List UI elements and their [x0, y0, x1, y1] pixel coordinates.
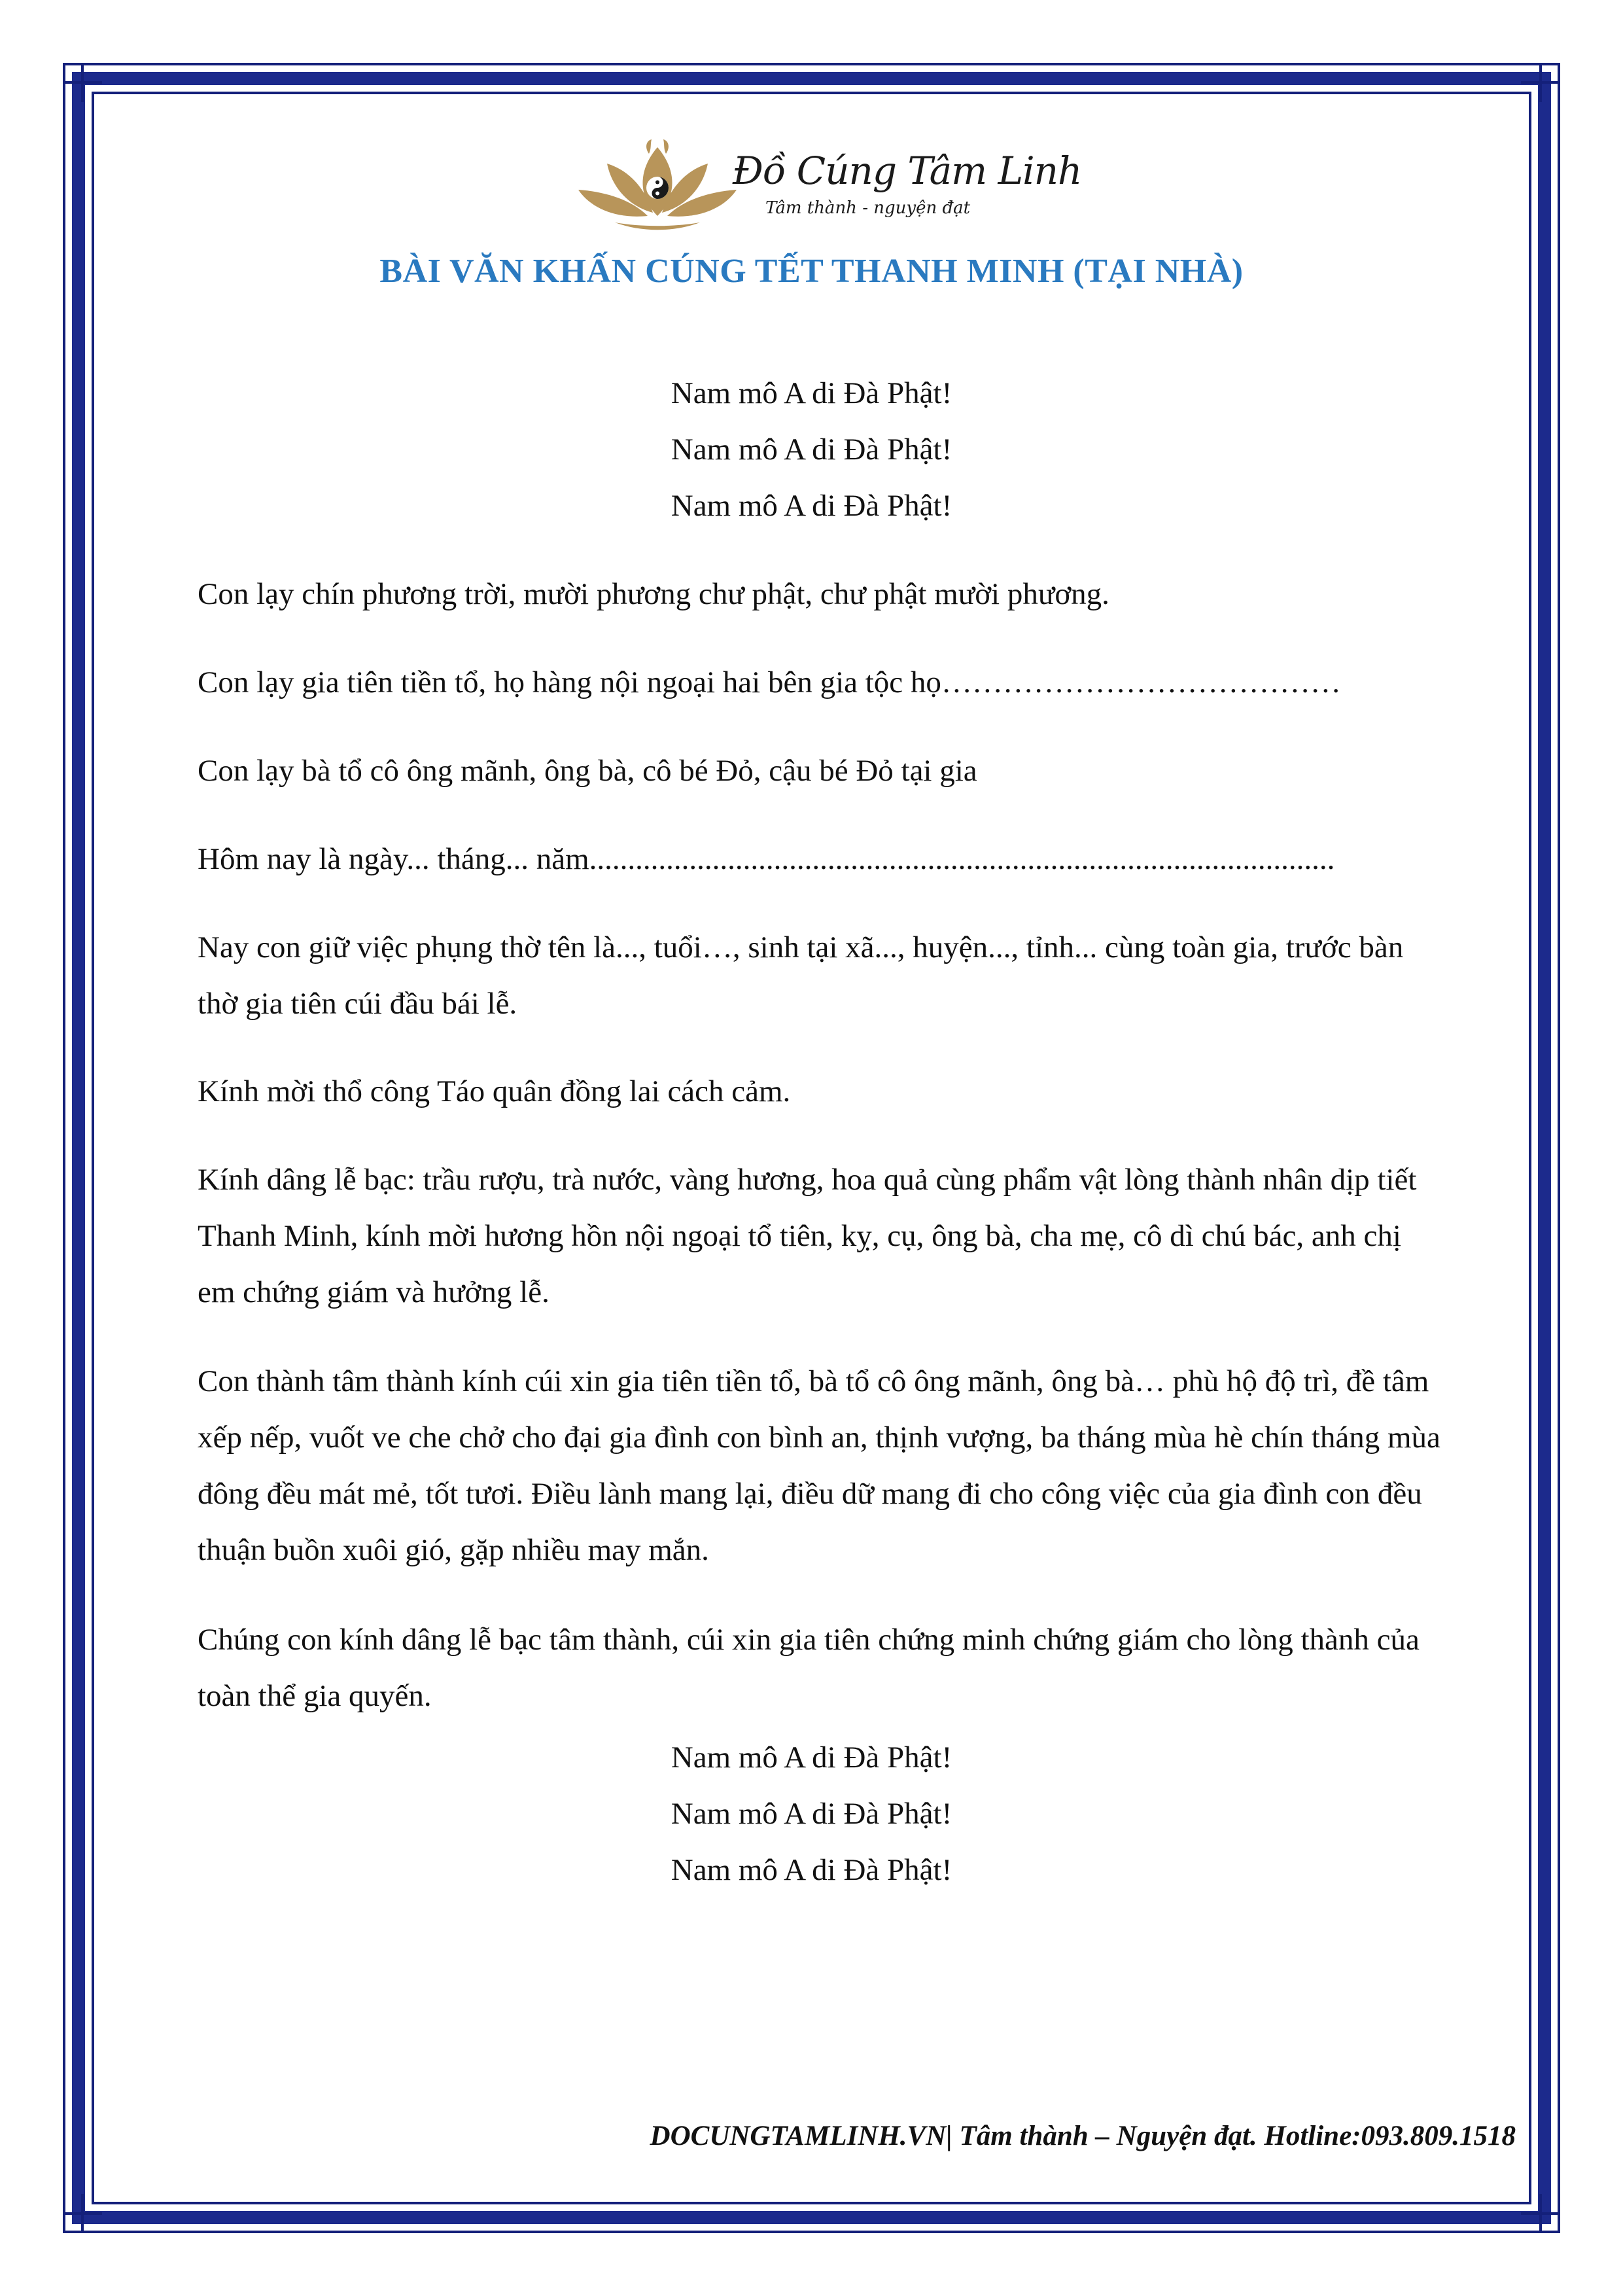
- paragraph: Con lạy gia tiên tiền tổ, họ hàng nội ngoại hai bên gia tộc họ…………………………………: [198, 665, 1341, 699]
- lotus-yin-yang-icon: [576, 134, 739, 239]
- paragraph: Hôm nay là ngày... tháng... năm.................................................................................................: [198, 842, 1335, 876]
- brand-tagline: Tâm thành - nguyện đạt: [765, 198, 971, 218]
- invocation-line: Nam mô A di Đà Phật!: [671, 1797, 952, 1831]
- paragraph: Con lạy bà tổ cô ông mãnh, ông bà, cô bé Đỏ, cậu bé Đỏ tại gia: [198, 754, 977, 788]
- corner-ornament: [1521, 2194, 1560, 2233]
- paragraph: Chúng con kính dâng lễ bạc tâm thành, cúi xin gia tiên chứng minh chứng giám cho lòng thành của toàn thể gia quyến.: [198, 1623, 1420, 1713]
- paragraph: Con thành tâm thành kính cúi xin gia tiên tiền tổ, bà tổ cô ông mãnh, ông bà… phù hộ độ trì, đề tâm xếp nếp, vuốt ve che chở cho đại gia đình con bình an, thịnh vượng, ba tháng mùa hè chín tháng mùa đông đều mát mẻ, tốt tươi. Điều lành mang lại, điều dữ mang đi cho công việc của gia đình con đều thuận buồn xuôi gió, gặp nhiều may mắn.: [198, 1364, 1440, 1567]
- corner-ornament: [63, 63, 102, 102]
- brand-name: Đồ Cúng Tâm Linh: [733, 149, 1082, 193]
- corner-ornament: [1521, 63, 1560, 102]
- invocation-line: Nam mô A di Đà Phật!: [671, 376, 952, 410]
- brand-logo: [576, 134, 1082, 239]
- paragraph: Kính dâng lễ bạc: trầu rượu, trà nước, vàng hương, hoa quả cùng phẩm vật lòng thành nhân dịp tiết Thanh Minh, kính mời hương hồn nội ngoại tổ tiên, kỵ, cụ, ông bà, cha mẹ, cô dì chú bác, anh chị em chứng giám và hưởng lễ.: [198, 1163, 1417, 1309]
- page-title: BÀI VĂN KHẤN CÚNG TẾT THANH MINH (TẠI NHÀ): [379, 253, 1244, 290]
- invocation-line: Nam mô A di Đà Phật!: [671, 489, 952, 523]
- invocation-line: Nam mô A di Đà Phật!: [671, 433, 952, 467]
- invocation-line: Nam mô A di Đà Phật!: [671, 1740, 952, 1775]
- paragraph: Con lạy chín phương trời, mười phương chư phật, chư phật mười phương.: [198, 577, 1109, 611]
- invocation-line: Nam mô A di Đà Phật!: [671, 1853, 952, 1887]
- paragraph: Nay con giữ việc phụng thờ tên là..., tuổi…, sinh tại xã..., huyện..., tỉnh... cùng toàn gia, trước bàn thờ gia tiên cúi đầu bái lễ.: [198, 930, 1404, 1021]
- corner-ornament: [63, 2194, 102, 2233]
- paragraph: Kính mời thổ công Táo quân đồng lai cách cảm.: [198, 1074, 791, 1108]
- footer-contact: DOCUNGTAMLINH.VN| Tâm thành – Nguyện đạt. Hotline:093.809.1518: [650, 2121, 1516, 2151]
